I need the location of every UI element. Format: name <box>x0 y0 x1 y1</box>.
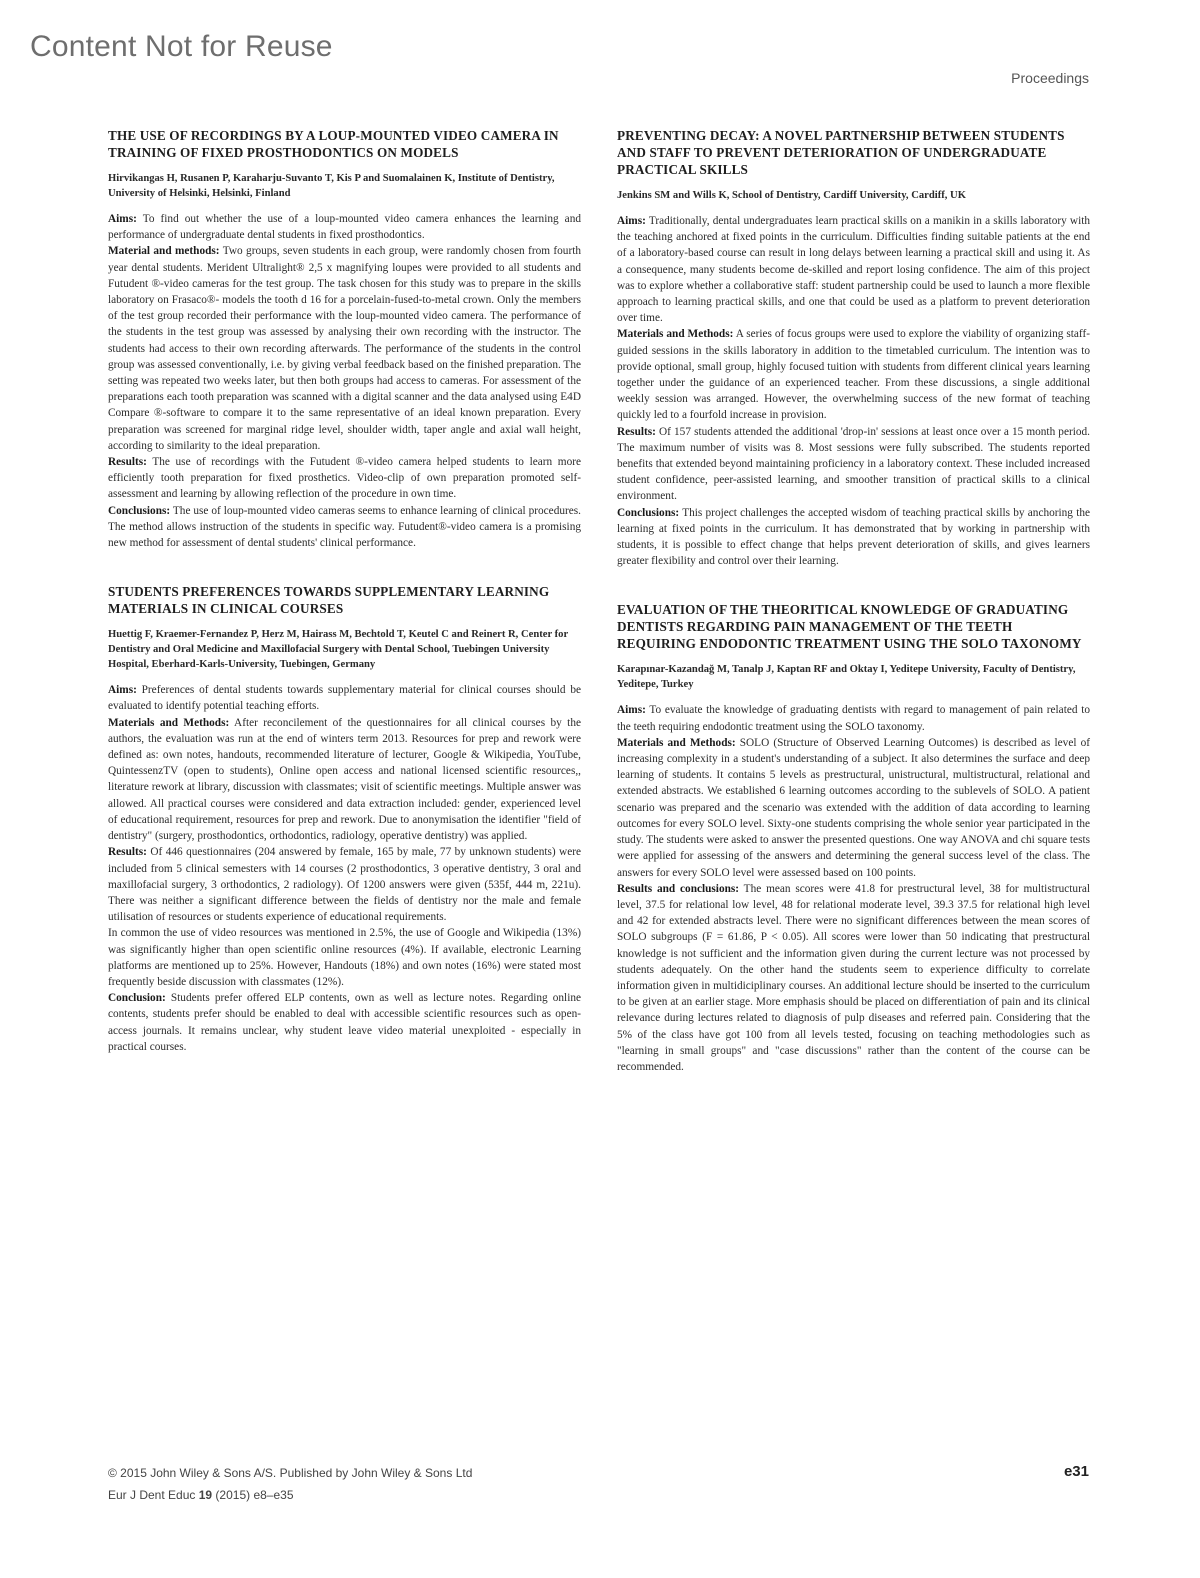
section-text: Students prefer offered ELP contents, own as well as lecture notes. Regarding online contents, students prefer should be enabled to deal with accessible scientific resources such as open-access journals. It remains unclear, why student leave video material unexploited - especially in practical courses. <box>108 992 581 1053</box>
section-label: Materials and Methods: <box>108 716 230 729</box>
abstract-section <box>108 454 581 503</box>
right-column <box>617 127 1090 1107</box>
section-label: Materials and Methods: <box>617 736 736 749</box>
journal-name: Eur J Dent Educ <box>108 1488 196 1502</box>
abstract <box>617 601 1090 1075</box>
abstract-title: STUDENTS PREFERENCES TOWARDS SUPPLEMENTARY LEARNING MATERIALS IN CLINICAL COURSES <box>108 584 550 617</box>
page-number: e31 <box>1063 1463 1089 1480</box>
abstract <box>108 127 581 551</box>
abstract-section <box>617 213 1090 326</box>
abstract-section <box>108 715 581 845</box>
abstract-authors: Hirvikangas H, Rusanen P, Karaharju-Suvanto T, Kis P and Suomalainen K, Institute of Dentistry, University of Helsinki, Helsinki, Finland <box>108 173 555 199</box>
abstract-section <box>108 844 581 925</box>
section-text: In common the use of video resources was mentioned in 2.5%, the use of Google and Wikipedia (13%) was significantly higher than open scientific online resources (4%). If available, electronic Learning platforms are mentioned up to 25%. However, Handouts (18%) and own notes (16%) were stated most frequently beside discussion with classmates (12%). <box>108 927 581 988</box>
section-label: Conclusion: <box>108 992 166 1005</box>
abstract-section <box>617 881 1090 1075</box>
section-text: The mean scores were 41.8 for prestructural level, 38 for multistructural level, 37.5 for relational low level, 48 for relational moderate level, 39.3 37.5 for relational high level and 42 for extended abstracts level. There were no significant differences between the mean scores of SOLO subgroups (F = 61.86, P < 0.05). All scores were lower than 50 indicating that prestructural knowledge is not sufficient and the information given during the current lecture was not processed by students adequately. On the other hand the students seem to experience difficulty to correlate information given in multidiciplinary courses. An additional lecture should be inserted to the curriculum to be given at an earlier stage. More emphasis should be placed on differentiation of pain and its clinical relevance during lectures related to diagnosis of pulp diseases and referred pain. Considering that the 5% of the class have got 100 from all levels tested, focusing on teaching methodologies such as "learning in small groups" and "case discussions" rather than the content of the course can be recommended. <box>617 882 1090 1073</box>
section-text: To evaluate the knowledge of graduating dentists with regard to management of pain related to the teeth requiring endodontic treatment using the SOLO taxonomy. <box>617 704 1090 733</box>
abstract-section <box>617 424 1090 505</box>
section-label: Aims: <box>617 215 646 227</box>
section-label: Materials and Methods: <box>617 328 734 341</box>
abstract-section <box>617 505 1090 570</box>
section-label: Aims: <box>617 704 646 717</box>
watermark: Content Not for Reuse <box>30 30 333 63</box>
abstract <box>108 583 581 1055</box>
section-text: Of 446 questionnaires (204 answered by female, 165 by male, 77 by unknown students) were included from 5 clinical semesters with 14 courses (2 prosthodontics, 3 operative dentistry, 3 oral and maxillofacial surgery, 3 orthodontics, 2 radiology). Of 1200 answers were given (535f, 444 m, 221u). There was neither a significant difference between the fields of dentistry nor the male and female utilisation of resources or students experience of educational requirements. <box>108 846 582 924</box>
section-text: Two groups, seven students in each group, were randomly chosen from fourth year dental students. Merident Ultralight® 2,5 x magnifying loupes were provided to all students and Futudent ®-video cameras for the test group. The task chosen for this study was to prepare in the skills laboratory on Frasaco®- models the tooth d 16 for a porcelain-fused-to-metal crown. Only the members of the test group recorded their performance with the loup-mounted video camera. The performance of the students in the test group was assessed by analysing their own recording with the instructor. The students had access to their own recording afterwards. The performance of the students in the control group was assessed conventionally, i.e. by giving verbal feedback based on the finished preparation. The setting was repeated two weeks later, but then both groups had access to cameras. For assessment of the preparations each tooth preparation was scanned with a digital scanner and the data analysed using E4D Compare ®-software to compare it to the same representative of an ideal known preparation. Every preparation was screened for marginal ridge level, shoulder width, taper angle and axial wall height, according to similarity to the ideal preparation. <box>108 245 582 452</box>
left-column <box>108 127 581 1087</box>
section-label: Results: <box>108 456 147 469</box>
abstract-section <box>108 211 581 243</box>
section-text: Preferences of dental students towards supplementary material for clinical courses should be evaluated to identify potential teaching efforts. <box>108 684 581 713</box>
section-label: Aims: <box>108 684 137 697</box>
abstract-section <box>617 326 1090 423</box>
footer-copyright: © 2015 John Wiley & Sons A/S. Published by John Wiley & Sons Ltd <box>108 1466 473 1480</box>
abstract-section <box>617 735 1090 881</box>
section-label: Results: <box>617 425 656 438</box>
abstract-authors: Jenkins SM and Wills K, School of Dentistry, Cardiff University, Cardiff, UK <box>617 190 966 201</box>
section-text: After reconcilement of the questionnaires for all clinical courses by the authors, the evaluation was run at the end of winters term 2013. Resources for prep and rework were defined as: own notes, handouts, recommended literature of lecturer, Google & Wikipedia, YouTube, QuintessenzTV (open to students), Online open access and national licensed scientific resources,, literature rework at library, discussion with classmates; visit of scientific meetings. Multiple answer was allowed. All practical courses were considered and data extraction included: gender, experienced level of educational requirement, resources for prep and rework. Due to anonymisation the identifier "field of dentistry" (surgery, prosthodontics, orthodontics, radiology, operative dentistry) was applied. <box>108 716 581 843</box>
journal-year-pages: (2015) e8–e35 <box>215 1488 294 1502</box>
section-text: The use of recordings with the Futudent ®-video camera helped students to learn more efficiently tooth preparation for fixed prosthetics. Video-clip of own preparation promoted self-assessment and learning by allowing reflection of the procedure in own time. <box>108 456 581 501</box>
section-label: Results and conclusions: <box>617 882 740 895</box>
abstract-title: THE USE OF RECORDINGS BY A LOUP-MOUNTED VIDEO CAMERA IN TRAINING OF FIXED PROSTHODONTICS ON MODELS <box>108 128 559 160</box>
section-text: To find out whether the use of a loup-mounted video camera enhances the learning and performance of undergraduate dental students in fixed prosthodontics. <box>108 213 581 242</box>
running-head: Proceedings <box>1011 70 1089 86</box>
section-label: Aims: <box>108 213 137 225</box>
section-text: The use of loup-mounted video cameras seems to enhance learning of clinical procedures. The method allows instruction of the students in specific way. Futudent®-video camera is a promising new method for assessment of dental students' clinical performance. <box>108 504 581 550</box>
section-text: Of 157 students attended the additional 'drop-in' sessions at least once over a 15 month period. The maximum number of visits was 8. Most sessions were fully subscribed. The students reported benefits that extended beyond maintaining proficiency in a laboratory context. These included increased student confidence, peer-assisted learning, and smoother transition of practical skills to a clinical environment. <box>617 425 1090 503</box>
abstract-section <box>108 682 581 714</box>
section-text: This project challenges the accepted wisdom of teaching practical skills by anchoring the learning at fixed points in the curriculum. It has demonstrated that by working in partnership with students, it is possible to effect change that helps prevent deterioration of skills, and gives learners greater flexibility and control over their learning. <box>617 506 1090 568</box>
footer-journal-citation <box>108 1488 294 1502</box>
abstract-title: EVALUATION OF THE THEORITICAL KNOWLEDGE OF GRADUATING DENTISTS REGARDING PAIN MANAGEMENT OF THE TEETH REQUIRING ENDODONTIC TREATMENT USING THE SOLO TAXONOMY <box>617 602 1082 652</box>
abstract-section <box>108 990 581 1055</box>
journal-volume: 19 <box>198 1488 213 1502</box>
abstract-title: PREVENTING DECAY: A NOVEL PARTNERSHIP BETWEEN STUDENTS AND STAFF TO PREVENT DETERIORATION OF UNDERGRADUATE PRACTICAL SKILLS <box>617 128 1065 177</box>
abstract-section <box>108 503 581 552</box>
section-text: Traditionally, dental undergraduates learn practical skills on a manikin in a skills laboratory with the teaching anchored at fixed points in the curriculum. Difficulties finding suitable patients at the end of a laboratory-based course can result in long delays between learning a practical skill and using it. As a consequence, many students become de-skilled and report losing confidence. The aim of this project was to explore whether a collaborative staff: student partnership could be used to launch a more flexible approach to learning practical skills, and one that could be used as a platform to prevent deterioration over time. <box>617 215 1091 325</box>
abstract <box>617 127 1090 569</box>
abstract-section <box>617 702 1090 734</box>
abstract-section <box>108 925 581 990</box>
section-text: SOLO (Structure of Observed Learning Outcomes) is described as level of increasing complexity in a student's understanding of a subject. It also determines the surface and deep learning of students. It contains 5 levels as prestructural, unistructural, multistructural, relational and extended abstracts. We established 6 learning outcomes according to the sublevels of SOLO. A patient scenario was prepared and the scenario was extended with the addition of data according to learning outcomes for every SOLO level. Sixty-one students comprising the whole senior year participated in the study. The students were asked to answer the presented questions. One way ANOVA and chi square tests were applied for assessing of the answers and determining the general success level of the class. The answers for every SOLO level were assessed based on 100 points. <box>617 736 1090 879</box>
section-label: Material and methods: <box>108 245 220 258</box>
abstract-authors: Huettig F, Kraemer-Fernandez P, Herz M, Hairass M, Bechtold T, Keutel C and Reinert R, Center for Dentistry and Oral Medicine and Maxillofacial Surgery with Dental School, Tuebingen University Hospital, Eberhard-Karls-University, Tuebingen, Germany <box>108 629 568 671</box>
section-label: Conclusions: <box>617 506 680 519</box>
section-label: Conclusions: <box>108 504 171 517</box>
abstract-section <box>108 243 581 454</box>
section-label: Results: <box>108 846 147 859</box>
section-text: A series of focus groups were used to explore the viability of organizing staff-guided sessions in the skills laboratory in addition to the timetabled curriculum. The intention was to provide optional, small group, highly focused tuition with students from different clinical years learning together under the guidance of an experienced teacher. From these discussions, a single additional weekly session was arranged. However, the overwhelming success of the new format of teaching quickly led to a fourfold increase in provision. <box>617 328 1090 422</box>
abstract-authors: Karapınar-Kazandağ M, Tanalp J, Kaptan RF and Oktay I, Yeditepe University, Faculty of Dentistry, Yeditepe, Turkey <box>617 664 1076 691</box>
